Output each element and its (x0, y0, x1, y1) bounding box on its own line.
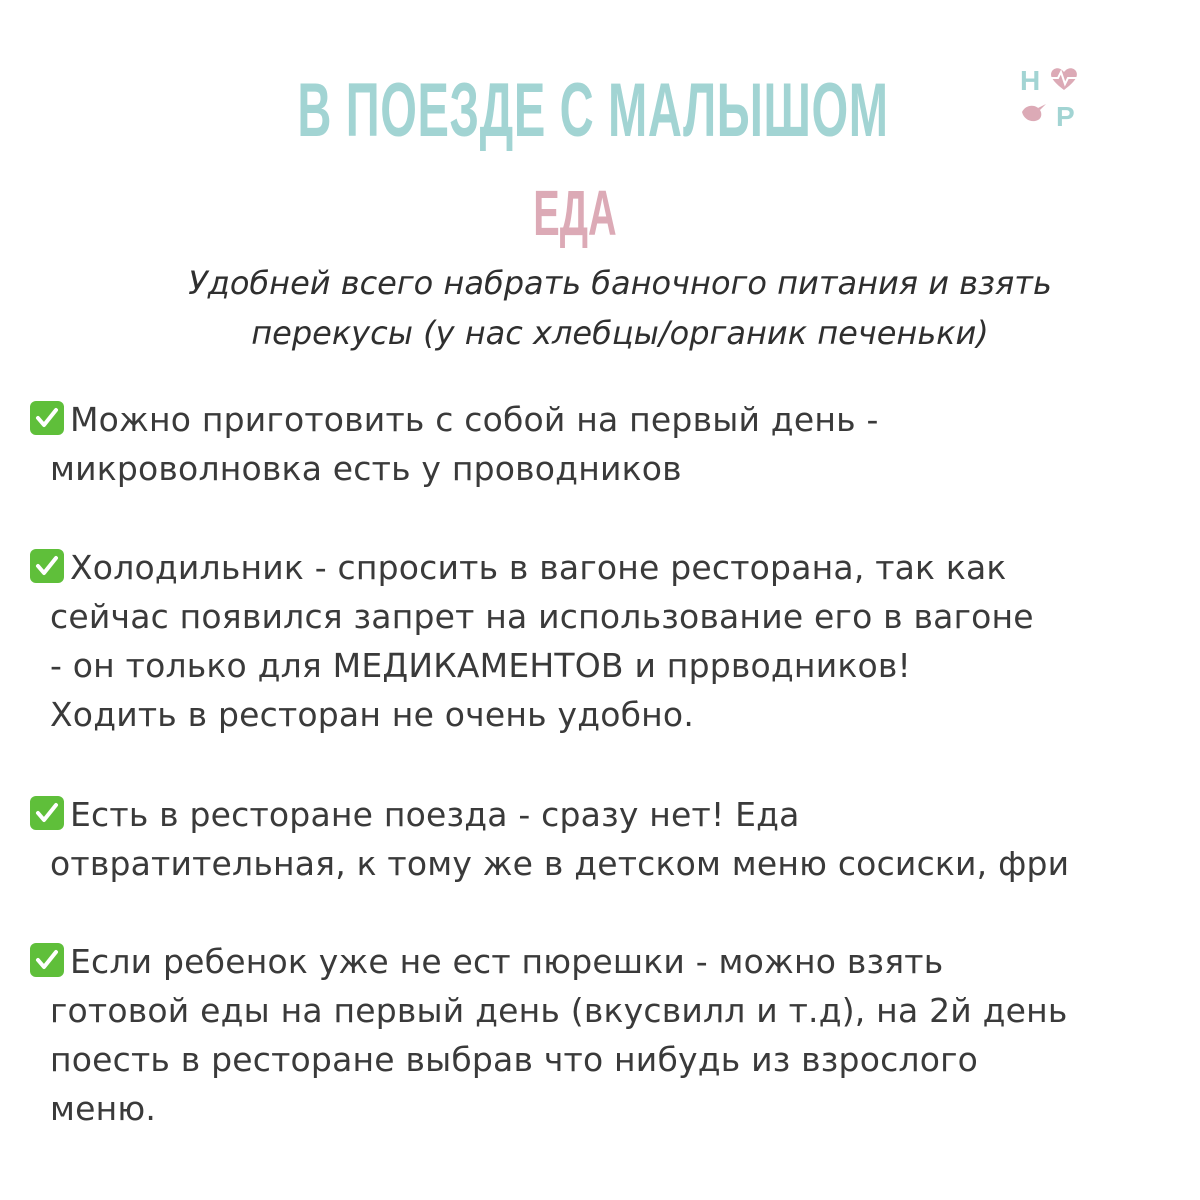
list-item (30, 543, 1190, 739)
check-mark-icon (30, 401, 64, 435)
intro-line: перекусы (у нас хлебцы/органик печеньки) (251, 314, 989, 352)
check-mark-icon (30, 796, 64, 830)
list-item (30, 937, 1190, 1133)
list-item-line (30, 790, 1190, 839)
list-item-line: готовой еды на первый день (вкусвилл и т.д), на 2й день (50, 991, 1068, 1030)
list-item (30, 790, 1190, 888)
list-item-line: микроволновка есть у проводников (50, 449, 682, 488)
brand-logo-graphic (1016, 60, 1092, 136)
section-subtitle: ЕДА (533, 177, 617, 249)
check-mark-icon (30, 943, 64, 977)
list-item-line (30, 395, 1190, 444)
list-item-line: отвратительная, к тому же в детском меню сосиски, фри (50, 844, 1070, 883)
list-item-line: - он только для МЕДИКАМЕНТОВ и прpводников! (50, 646, 911, 685)
list-item-text: Холодильник - спросить в вагоне ресторана, так как (70, 548, 1007, 587)
page-title: В ПОЕЗДЕ С МАЛЫШОМ (297, 68, 889, 153)
logo-letter-p: P (1056, 101, 1075, 132)
list-item-text: Есть в ресторане поезда - сразу нет! Еда (70, 795, 800, 834)
list-item-line: меню. (50, 1089, 157, 1128)
logo-letter-h: H (1020, 65, 1041, 96)
brand-logo (1016, 60, 1092, 136)
list-item-line (30, 937, 1190, 986)
check-mark-icon (30, 549, 64, 583)
list-item-line: поесть в ресторане выбрав что нибудь из взрослого (50, 1040, 979, 1079)
list-item-line: сейчас появился запрет на использование его в вагоне (50, 597, 1034, 636)
list-item-line: Ходить в ресторан не очень удобно. (50, 695, 695, 734)
list-item-line (30, 543, 1190, 592)
bird-beak-icon (1038, 104, 1046, 110)
intro-text (40, 258, 1200, 358)
list-item (30, 395, 1190, 493)
list-item-text: Можно приготовить с собой на первый день - (70, 400, 879, 439)
intro-line: Удобней всего набрать баночного питания и взять (188, 264, 1052, 302)
list-item-text: Если ребенок уже не ест пюрешки - можно взять (70, 942, 944, 981)
